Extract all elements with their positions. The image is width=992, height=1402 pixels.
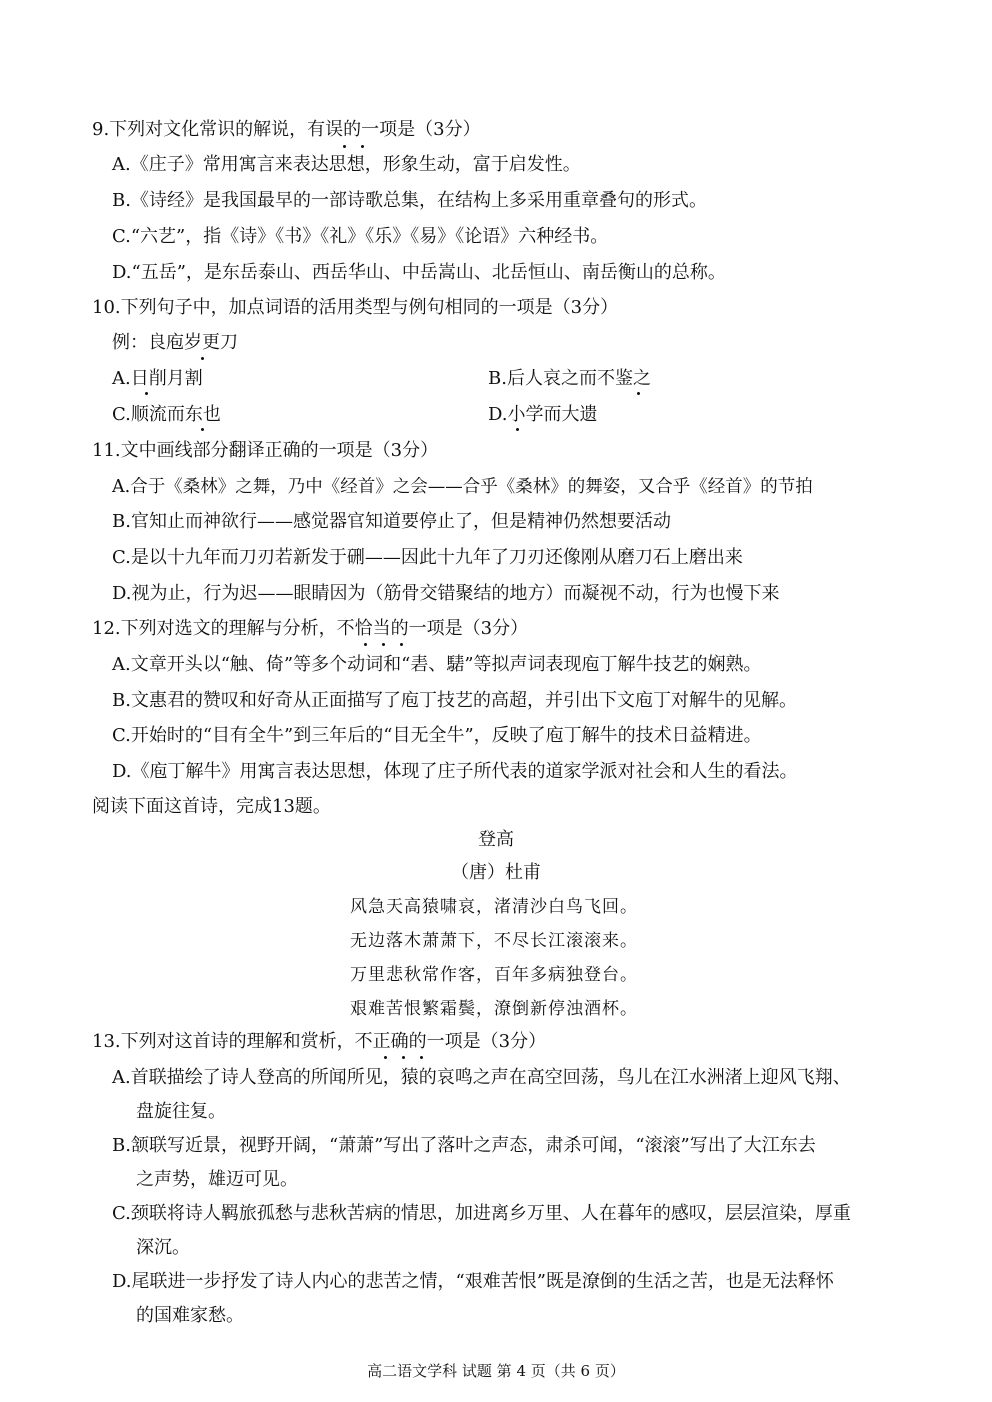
poem-line: 无边落木萧萧下，不尽长江滚滚来。 <box>350 931 638 951</box>
question-13-option-b-continued: 之声势，雄迈可见。 <box>136 1169 298 1190</box>
emphasis-dot <box>420 1056 423 1059</box>
emphasis-dot <box>364 643 367 646</box>
question-12-option-a: A.文章开头以“触、倚”等多个动词和“砉、騞”等拟声词表现庖丁解牛技艺的娴熟。 <box>112 654 762 675</box>
question-9-option-b: B.《诗经》是我国最早的一部诗歌总集，在结构上多采用重章叠句的形式。 <box>112 190 707 211</box>
emphasis-dot <box>384 1056 387 1059</box>
reading-instruction: 阅读下面这首诗，完成13题。 <box>92 796 331 817</box>
poem-author: （唐）杜甫 <box>451 862 541 883</box>
question-13-stem: 13.下列对这首诗的理解和赏析，不正确的一项是（3分） <box>92 1031 547 1052</box>
question-10-option-b: B.后人哀之而不鉴之 <box>488 368 651 389</box>
question-9-option-a: A.《庄子》常用寓言来表达思想，形象生动，富于启发性。 <box>112 154 581 175</box>
emphasis-dot <box>637 392 640 395</box>
question-10-stem: 10.下列句子中，加点词语的活用类型与例句相同的一项是（3分） <box>92 297 619 318</box>
question-10-example: 例：良庖岁更刀 <box>112 332 238 353</box>
question-9-option-c: C.“六艺”，指《诗》《书》《礼》《乐》《易》《论语》六种经书。 <box>112 226 609 247</box>
poem-line: 艰难苦恨繁霜鬓，潦倒新停浊酒杯。 <box>350 999 638 1019</box>
question-13-option-d: D.尾联进一步抒发了诗人内心的悲苦之情，“艰难苦恨”既是潦倒的生活之苦，也是无法释怀 <box>112 1271 834 1292</box>
emphasis-dot <box>402 1056 405 1059</box>
question-11-option-b: B.官知止而神欲行——感觉器官知道要停止了，但是精神仍然想要活动 <box>112 511 671 532</box>
question-11-option-a: A.合于《桑林》之舞，乃中《经首》之会——合乎《桑林》的舞姿，又合乎《经首》的节拍 <box>112 477 813 497</box>
question-10-option-a: A.日削月割 <box>112 368 203 389</box>
question-13-option-b: B.颔联写近景，视野开阔，“萧萧”写出了落叶之声态，肃杀可闻，“滚滚”写出了大江东去 <box>112 1135 816 1156</box>
question-12-stem: 12.下列对选文的理解与分析，不恰当的一项是（3分） <box>92 618 529 639</box>
question-9-option-d: D.“五岳”，是东岳泰山、西岳华山、中岳嵩山、北岳恒山、南岳衡山的总称。 <box>112 262 726 283</box>
emphasis-dot <box>145 392 148 395</box>
question-12-option-c: C.开始时的“目有全牛”到三年后的“目无全牛”，反映了庖丁解牛的技术日益精进。 <box>112 725 762 746</box>
question-11-option-c: C.是以十九年而刀刃若新发于硎——因此十九年了刀刃还像刚从磨刀石上磨出来 <box>112 547 743 568</box>
emphasis-dot <box>201 357 204 360</box>
poem-line: 风急天高猿啸哀，渚清沙白鸟飞回。 <box>350 897 638 917</box>
emphasis-dot <box>343 145 346 148</box>
emphasis-dot <box>516 428 519 431</box>
question-13-option-a-continued: 盘旋往复。 <box>136 1101 226 1122</box>
question-13-option-a: A.首联描绘了诗人登高的所闻所见，猿的哀鸣之声在高空回荡，鸟儿在江水洲渚上迎风飞翔、 <box>112 1067 851 1088</box>
question-10-option-c: C.顺流而东也 <box>112 404 221 425</box>
question-12-option-d: D.《庖丁解牛》用寓言表达思想，体现了庄子所代表的道家学派对社会和人生的看法。 <box>112 761 798 782</box>
question-13-option-d-continued: 的国难家愁。 <box>136 1305 244 1326</box>
emphasis-dot <box>201 428 204 431</box>
question-13-option-c: C.颈联将诗人羁旅孤愁与悲秋苦病的情思，加进离乡万里、人在暮年的感叹，层层渲染，厚重 <box>112 1203 851 1224</box>
emphasis-dot <box>361 145 364 148</box>
question-12-option-b: B.文惠君的赞叹和好奇从正面描写了庖丁技艺的高超，并引出下文庖丁对解牛的见解。 <box>112 690 797 711</box>
poem-title: 登高 <box>478 829 514 850</box>
emphasis-dot <box>382 643 385 646</box>
question-13-option-c-continued: 深沉。 <box>136 1237 190 1258</box>
page-footer: 高二语文学科 试题 第 4 页（共 6 页） <box>367 1362 625 1380</box>
question-11-option-d: D.视为止，行为迟——眼睛因为（筋骨交错聚结的地方）而凝视不动，行为也慢下来 <box>112 583 780 604</box>
question-9-stem: 9.下列对文化常识的解说，有误的一项是（3分） <box>92 119 481 140</box>
poem-line: 万里悲秋常作客，百年多病独登台。 <box>350 965 638 985</box>
question-10-option-d: D.小学而大遗 <box>488 404 598 425</box>
question-11-stem: 11.文中画线部分翻译正确的一项是（3分） <box>92 440 439 461</box>
emphasis-dot <box>400 643 403 646</box>
